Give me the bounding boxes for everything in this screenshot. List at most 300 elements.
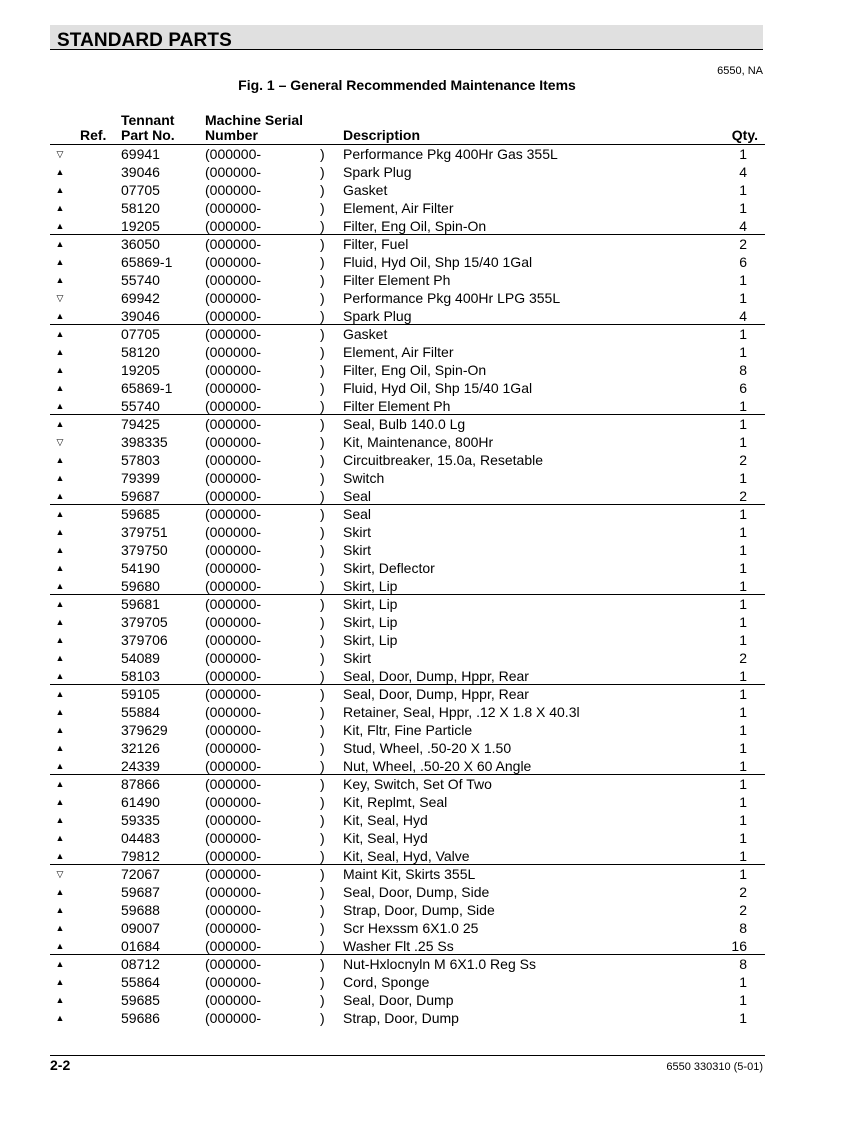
part-number-cell: 69942 [121, 290, 160, 306]
quantity-cell: 4 [739, 164, 747, 180]
part-number-cell: 19205 [121, 362, 160, 378]
quantity-cell: 1 [739, 200, 747, 216]
ref-solid-triangle-icon: ▲ [55, 671, 65, 681]
part-number-cell: 69941 [121, 146, 160, 162]
quantity-cell: 2 [739, 236, 747, 252]
table-row [50, 847, 765, 865]
description-cell: Seal [343, 506, 372, 522]
part-number-cell: 55884 [121, 704, 160, 720]
ref-solid-triangle-icon: ▲ [55, 1013, 65, 1023]
ref-solid-triangle-icon: ▲ [55, 401, 65, 411]
quantity-cell: 2 [739, 650, 747, 666]
serial-number-cell: (000000- [205, 254, 262, 270]
part-number-cell: 59687 [121, 488, 160, 504]
table-row [50, 361, 765, 379]
serial-number-cell: (000000- [205, 884, 262, 900]
serial-number-cell: (000000- [205, 416, 262, 432]
ref-solid-triangle-icon: ▲ [55, 959, 65, 969]
serial-close-paren: ) [320, 272, 325, 288]
serial-close-paren: ) [320, 812, 325, 828]
ref-solid-triangle-icon: ▲ [55, 203, 65, 213]
serial-close-paren: ) [320, 560, 325, 576]
ref-solid-triangle-icon: ▲ [55, 833, 65, 843]
quantity-cell: 4 [739, 218, 747, 234]
description-cell: Performance Pkg 400Hr LPG 355L [343, 290, 561, 306]
description-cell: Switch [343, 470, 385, 486]
table-row [50, 577, 765, 595]
section-header-bar [50, 25, 763, 50]
quantity-cell: 1 [739, 344, 747, 360]
quantity-cell: 2 [739, 902, 747, 918]
table-row [50, 487, 765, 505]
serial-close-paren: ) [320, 920, 325, 936]
quantity-cell: 6 [739, 254, 747, 270]
serial-number-cell: (000000- [205, 794, 262, 810]
description-cell: Kit, Maintenance, 800Hr [343, 434, 494, 450]
description-cell: Gasket [343, 326, 388, 342]
quantity-cell: 2 [739, 884, 747, 900]
table-row [50, 469, 765, 487]
quantity-cell: 1 [739, 794, 747, 810]
serial-number-cell: (000000- [205, 506, 262, 522]
ref-solid-triangle-icon: ▲ [55, 779, 65, 789]
quantity-cell: 1 [739, 524, 747, 540]
ref-solid-triangle-icon: ▲ [55, 599, 65, 609]
section-title: STANDARD PARTS [57, 30, 232, 51]
table-row [50, 937, 765, 955]
table-row [50, 757, 765, 775]
serial-close-paren: ) [320, 362, 325, 378]
quantity-cell: 2 [739, 452, 747, 468]
part-number-cell: 54089 [121, 650, 160, 666]
table-row [50, 595, 765, 613]
serial-number-cell: (000000- [205, 776, 262, 792]
description-cell: Seal, Door, Dump, Hppr, Rear [343, 686, 529, 702]
description-cell: Skirt [343, 650, 371, 666]
serial-close-paren: ) [320, 938, 325, 954]
description-cell: Strap, Door, Dump [343, 1010, 459, 1026]
description-cell: Stud, Wheel, .50-20 X 1.50 [343, 740, 512, 756]
serial-close-paren: ) [320, 722, 325, 738]
ref-solid-triangle-icon: ▲ [55, 257, 65, 267]
table-row [50, 973, 765, 991]
serial-number-cell: (000000- [205, 146, 262, 162]
serial-close-paren: ) [320, 416, 325, 432]
description-cell: Kit, Seal, Hyd [343, 812, 428, 828]
serial-close-paren: ) [320, 506, 325, 522]
quantity-cell: 1 [739, 470, 747, 486]
serial-close-paren: ) [320, 326, 325, 342]
part-number-cell: 39046 [121, 308, 160, 324]
ref-solid-triangle-icon: ▲ [55, 815, 65, 825]
serial-close-paren: ) [320, 650, 325, 666]
serial-close-paren: ) [320, 290, 325, 306]
part-number-cell: 79812 [121, 848, 160, 864]
serial-number-cell: (000000- [205, 542, 262, 558]
serial-number-cell: (000000- [205, 596, 262, 612]
quantity-cell: 1 [739, 632, 747, 648]
ref-solid-triangle-icon: ▲ [55, 473, 65, 483]
ref-solid-triangle-icon: ▲ [55, 707, 65, 717]
part-number-cell: 379629 [121, 722, 168, 738]
table-row [50, 307, 765, 325]
part-number-cell: 59687 [121, 884, 160, 900]
ref-solid-triangle-icon: ▲ [55, 851, 65, 861]
description-cell: Filter Element Ph [343, 272, 451, 288]
part-number-cell: 59685 [121, 506, 160, 522]
page-number: 2-2 [50, 1057, 71, 1073]
part-number-cell: 39046 [121, 164, 160, 180]
serial-number-cell: (000000- [205, 686, 262, 702]
serial-number-cell: (000000- [205, 1010, 262, 1026]
column-header-part-line1: Tennant [121, 112, 175, 128]
serial-number-cell: (000000- [205, 830, 262, 846]
quantity-cell: 6 [739, 380, 747, 396]
description-cell: Washer Flt .25 Ss [343, 938, 454, 954]
serial-close-paren: ) [320, 704, 325, 720]
description-cell: Element, Air Filter [343, 200, 454, 216]
ref-solid-triangle-icon: ▲ [55, 635, 65, 645]
table-row [50, 199, 765, 217]
column-header-serial-number [205, 113, 303, 143]
quantity-cell: 1 [739, 758, 747, 774]
ref-solid-triangle-icon: ▲ [55, 887, 65, 897]
serial-number-cell: (000000- [205, 758, 262, 774]
ref-solid-triangle-icon: ▲ [55, 167, 65, 177]
table-row [50, 325, 765, 343]
serial-close-paren: ) [320, 146, 325, 162]
description-cell: Cord, Sponge [343, 974, 430, 990]
quantity-cell: 1 [739, 776, 747, 792]
serial-number-cell: (000000- [205, 182, 262, 198]
table-row [50, 379, 765, 397]
serial-close-paren: ) [320, 794, 325, 810]
serial-number-cell: (000000- [205, 722, 262, 738]
table-row [50, 163, 765, 181]
quantity-cell: 1 [739, 272, 747, 288]
ref-solid-triangle-icon: ▲ [55, 995, 65, 1005]
ref-solid-triangle-icon: ▲ [55, 383, 65, 393]
part-number-cell: 59685 [121, 992, 160, 1008]
ref-solid-triangle-icon: ▲ [55, 653, 65, 663]
serial-number-cell: (000000- [205, 560, 262, 576]
part-number-cell: 87866 [121, 776, 160, 792]
serial-close-paren: ) [320, 578, 325, 594]
quantity-cell: 1 [739, 704, 747, 720]
serial-close-paren: ) [320, 668, 325, 684]
quantity-cell: 16 [731, 938, 747, 954]
serial-close-paren: ) [320, 956, 325, 972]
figure-title: Fig. 1 – General Recommended Maintenance Items [238, 77, 576, 93]
part-number-cell: 55740 [121, 398, 160, 414]
part-number-cell: 07705 [121, 326, 160, 342]
description-cell: Skirt [343, 542, 371, 558]
quantity-cell: 1 [739, 434, 747, 450]
quantity-cell: 8 [739, 920, 747, 936]
description-cell: Skirt, Lip [343, 614, 398, 630]
table-row [50, 451, 765, 469]
ref-solid-triangle-icon: ▲ [55, 743, 65, 753]
quantity-cell: 1 [739, 290, 747, 306]
serial-close-paren: ) [320, 452, 325, 468]
description-cell: Nut-Hxlocnyln M 6X1.0 Reg Ss [343, 956, 536, 972]
serial-number-cell: (000000- [205, 218, 262, 234]
document-code: 6550, NA [717, 65, 763, 77]
ref-open-triangle-icon: ▽ [56, 293, 64, 303]
serial-number-cell: (000000- [205, 650, 262, 666]
description-cell: Seal, Door, Dump, Hppr, Rear [343, 668, 529, 684]
serial-number-cell: (000000- [205, 452, 262, 468]
description-cell: Circuitbreaker, 15.0a, Resetable [343, 452, 543, 468]
serial-number-cell: (000000- [205, 740, 262, 756]
ref-solid-triangle-icon: ▲ [55, 329, 65, 339]
table-row [50, 631, 765, 649]
serial-number-cell: (000000- [205, 272, 262, 288]
part-number-cell: 59688 [121, 902, 160, 918]
description-cell: Skirt, Lip [343, 632, 398, 648]
part-number-cell: 59681 [121, 596, 160, 612]
table-row [50, 343, 765, 361]
quantity-cell: 1 [739, 578, 747, 594]
table-row [50, 397, 765, 415]
ref-solid-triangle-icon: ▲ [55, 563, 65, 573]
quantity-cell: 1 [739, 398, 747, 414]
table-row [50, 505, 765, 523]
table-row [50, 775, 765, 793]
description-cell: Skirt, Lip [343, 596, 398, 612]
description-cell: Skirt [343, 524, 371, 540]
serial-number-cell: (000000- [205, 812, 262, 828]
ref-solid-triangle-icon: ▲ [55, 617, 65, 627]
serial-close-paren: ) [320, 524, 325, 540]
serial-close-paren: ) [320, 758, 325, 774]
part-number-cell: 08712 [121, 956, 160, 972]
serial-number-cell: (000000- [205, 326, 262, 342]
ref-solid-triangle-icon: ▲ [55, 761, 65, 771]
serial-close-paren: ) [320, 830, 325, 846]
part-number-cell: 58120 [121, 200, 160, 216]
ref-solid-triangle-icon: ▲ [55, 419, 65, 429]
part-number-cell: 379751 [121, 524, 168, 540]
table-row [50, 883, 765, 901]
table-row [50, 901, 765, 919]
quantity-cell: 2 [739, 488, 747, 504]
description-cell: Filter Element Ph [343, 398, 451, 414]
part-number-cell: 379706 [121, 632, 168, 648]
serial-number-cell: (000000- [205, 614, 262, 630]
serial-number-cell: (000000- [205, 668, 262, 684]
part-number-cell: 379705 [121, 614, 168, 630]
quantity-cell: 1 [739, 686, 747, 702]
table-row [50, 559, 765, 577]
part-number-cell: 36050 [121, 236, 160, 252]
serial-number-cell: (000000- [205, 704, 262, 720]
part-number-cell: 24339 [121, 758, 160, 774]
description-cell: Maint Kit, Skirts 355L [343, 866, 476, 882]
description-cell: Strap, Door, Dump, Side [343, 902, 495, 918]
serial-number-cell: (000000- [205, 920, 262, 936]
description-cell: Filter, Eng Oil, Spin-On [343, 218, 487, 234]
serial-number-cell: (000000- [205, 578, 262, 594]
description-cell: Kit, Seal, Hyd [343, 830, 428, 846]
column-header-part-line2: Part No. [121, 127, 175, 143]
serial-number-cell: (000000- [205, 470, 262, 486]
table-row [50, 181, 765, 199]
quantity-cell: 1 [739, 992, 747, 1008]
table-row [50, 829, 765, 847]
quantity-cell: 1 [739, 596, 747, 612]
serial-close-paren: ) [320, 308, 325, 324]
ref-solid-triangle-icon: ▲ [55, 311, 65, 321]
quantity-cell: 1 [739, 740, 747, 756]
quantity-cell: 1 [739, 326, 747, 342]
table-row [50, 955, 765, 973]
serial-close-paren: ) [320, 974, 325, 990]
column-header-ref: Ref. [80, 127, 107, 143]
quantity-cell: 1 [739, 614, 747, 630]
part-number-cell: 79425 [121, 416, 160, 432]
quantity-cell: 1 [739, 416, 747, 432]
ref-solid-triangle-icon: ▲ [55, 275, 65, 285]
serial-number-cell: (000000- [205, 956, 262, 972]
table-row [50, 253, 765, 271]
description-cell: Kit, Fltr, Fine Particle [343, 722, 473, 738]
serial-number-cell: (000000- [205, 866, 262, 882]
part-number-cell: 59335 [121, 812, 160, 828]
column-header-serial-line2: Number [205, 127, 258, 143]
ref-solid-triangle-icon: ▲ [55, 905, 65, 915]
description-cell: Gasket [343, 182, 388, 198]
serial-number-cell: (000000- [205, 524, 262, 540]
description-cell: Filter, Fuel [343, 236, 409, 252]
serial-close-paren: ) [320, 596, 325, 612]
part-number-cell: 19205 [121, 218, 160, 234]
ref-open-triangle-icon: ▽ [56, 437, 64, 447]
table-row [50, 811, 765, 829]
serial-number-cell: (000000- [205, 488, 262, 504]
table-row [50, 433, 765, 451]
part-number-cell: 32126 [121, 740, 160, 756]
parts-table [50, 145, 765, 1027]
quantity-cell: 1 [739, 866, 747, 882]
ref-solid-triangle-icon: ▲ [55, 689, 65, 699]
quantity-cell: 1 [739, 812, 747, 828]
ref-solid-triangle-icon: ▲ [55, 221, 65, 231]
quantity-cell: 1 [739, 830, 747, 846]
serial-number-cell: (000000- [205, 398, 262, 414]
description-cell: Element, Air Filter [343, 344, 454, 360]
serial-close-paren: ) [320, 848, 325, 864]
table-row [50, 145, 765, 163]
serial-close-paren: ) [320, 776, 325, 792]
description-cell: Fluid, Hyd Oil, Shp 15/40 1Gal [343, 380, 533, 396]
description-cell: Nut, Wheel, .50-20 X 60 Angle [343, 758, 532, 774]
description-cell: Filter, Eng Oil, Spin-On [343, 362, 487, 378]
part-number-cell: 398335 [121, 434, 168, 450]
quantity-cell: 1 [739, 848, 747, 864]
quantity-cell: 8 [739, 956, 747, 972]
column-header-part-number [121, 113, 175, 143]
part-number-cell: 58103 [121, 668, 160, 684]
description-cell: Kit, Seal, Hyd, Valve [343, 848, 470, 864]
serial-close-paren: ) [320, 380, 325, 396]
quantity-cell: 1 [739, 506, 747, 522]
ref-solid-triangle-icon: ▲ [55, 581, 65, 591]
description-cell: Retainer, Seal, Hppr, .12 X 1.8 X 40.3l [343, 704, 580, 720]
serial-number-cell: (000000- [205, 236, 262, 252]
serial-close-paren: ) [320, 632, 325, 648]
table-row [50, 649, 765, 667]
serial-close-paren: ) [320, 254, 325, 270]
part-number-cell: 58120 [121, 344, 160, 360]
part-number-cell: 57803 [121, 452, 160, 468]
description-cell: Skirt, Lip [343, 578, 398, 594]
quantity-cell: 8 [739, 362, 747, 378]
quantity-cell: 1 [739, 1010, 747, 1026]
quantity-cell: 1 [739, 182, 747, 198]
table-row [50, 235, 765, 253]
serial-number-cell: (000000- [205, 344, 262, 360]
ref-solid-triangle-icon: ▲ [55, 941, 65, 951]
serial-number-cell: (000000- [205, 290, 262, 306]
serial-number-cell: (000000- [205, 974, 262, 990]
serial-close-paren: ) [320, 488, 325, 504]
footer-document-code: 6550 330310 (5-01) [666, 1061, 763, 1073]
part-number-cell: 55864 [121, 974, 160, 990]
table-row [50, 667, 765, 685]
part-number-cell: 55740 [121, 272, 160, 288]
serial-close-paren: ) [320, 236, 325, 252]
part-number-cell: 59680 [121, 578, 160, 594]
column-header-description: Description [343, 127, 421, 143]
ref-open-triangle-icon: ▽ [56, 149, 64, 159]
serial-close-paren: ) [320, 344, 325, 360]
table-row [50, 613, 765, 631]
table-row [50, 541, 765, 559]
ref-solid-triangle-icon: ▲ [55, 347, 65, 357]
table-row [50, 217, 765, 235]
serial-number-cell: (000000- [205, 380, 262, 396]
quantity-cell: 1 [739, 668, 747, 684]
ref-solid-triangle-icon: ▲ [55, 365, 65, 375]
serial-close-paren: ) [320, 434, 325, 450]
ref-solid-triangle-icon: ▲ [55, 527, 65, 537]
quantity-cell: 1 [739, 542, 747, 558]
description-cell: Key, Switch, Set Of Two [343, 776, 492, 792]
description-cell: Spark Plug [343, 308, 412, 324]
table-row [50, 685, 765, 703]
ref-solid-triangle-icon: ▲ [55, 509, 65, 519]
part-number-cell: 07705 [121, 182, 160, 198]
table-row [50, 523, 765, 541]
footer-divider [50, 1055, 765, 1056]
table-row [50, 991, 765, 1009]
serial-close-paren: ) [320, 398, 325, 414]
serial-close-paren: ) [320, 740, 325, 756]
serial-close-paren: ) [320, 542, 325, 558]
serial-number-cell: (000000- [205, 848, 262, 864]
table-row [50, 721, 765, 739]
quantity-cell: 1 [739, 974, 747, 990]
serial-close-paren: ) [320, 686, 325, 702]
ref-open-triangle-icon: ▽ [56, 869, 64, 879]
ref-solid-triangle-icon: ▲ [55, 185, 65, 195]
serial-number-cell: (000000- [205, 164, 262, 180]
table-row [50, 865, 765, 883]
part-number-cell: 72067 [121, 866, 160, 882]
serial-close-paren: ) [320, 992, 325, 1008]
ref-solid-triangle-icon: ▲ [55, 239, 65, 249]
